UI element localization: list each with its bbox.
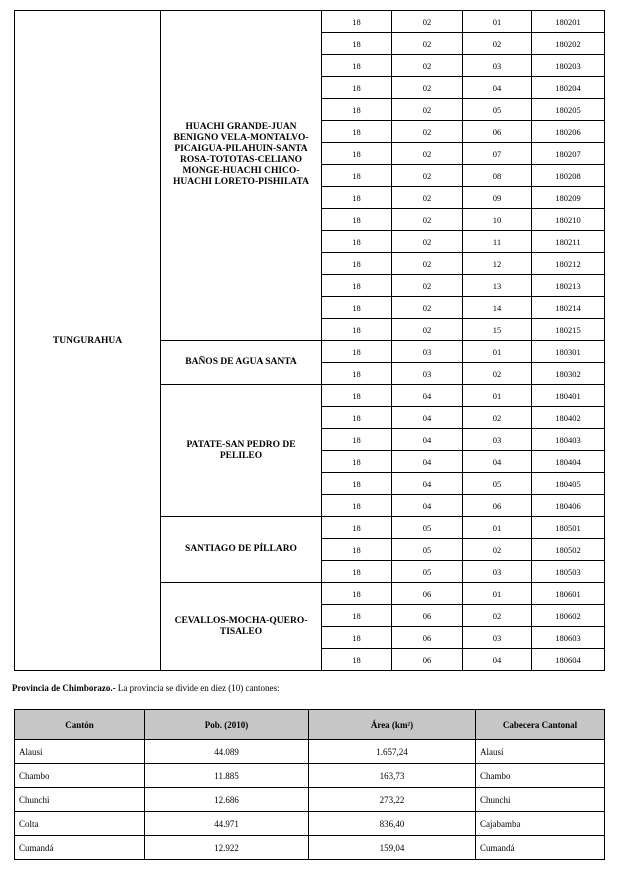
code-cell: 180604	[532, 649, 605, 671]
code-cell: 18	[322, 55, 392, 77]
code-cell: 18	[322, 517, 392, 539]
code-cell: 08	[463, 165, 532, 187]
code-cell: 18	[322, 121, 392, 143]
population-cell: 44.971	[145, 812, 309, 836]
code-cell: 04	[463, 649, 532, 671]
code-cell: 09	[463, 187, 532, 209]
code-cell: 18	[322, 473, 392, 495]
code-cell: 15	[463, 319, 532, 341]
code-cell: 06	[392, 627, 463, 649]
code-cell: 02	[392, 55, 463, 77]
code-cell: 180403	[532, 429, 605, 451]
code-cell: 18	[322, 583, 392, 605]
area-cell: 163,73	[309, 764, 476, 788]
code-cell: 180201	[532, 11, 605, 33]
population-cell: 12.922	[145, 836, 309, 860]
header-area: Área (km²)	[309, 710, 476, 740]
code-cell: 02	[392, 165, 463, 187]
population-cell: 11.885	[145, 764, 309, 788]
code-cell: 02	[392, 121, 463, 143]
code-cell: 18	[322, 143, 392, 165]
code-cell: 04	[392, 495, 463, 517]
intro-text: La provincia se divide en diez (10) cantones:	[115, 683, 280, 693]
code-cell: 13	[463, 275, 532, 297]
code-cell: 06	[463, 495, 532, 517]
canton-name-cell: Chunchi	[15, 788, 145, 812]
code-cell: 02	[392, 231, 463, 253]
table-row	[15, 740, 605, 764]
cabecera-cell: Cumandá	[476, 836, 605, 860]
code-cell: 180402	[532, 407, 605, 429]
canton-table-header-row	[15, 710, 605, 740]
population-cell: 12.686	[145, 788, 309, 812]
canton-table-head	[15, 710, 605, 740]
code-cell: 06	[392, 605, 463, 627]
province-cell: TUNGURAHUA	[15, 11, 161, 671]
code-cell: 02	[463, 605, 532, 627]
code-cell: 180203	[532, 55, 605, 77]
code-cell: 02	[463, 407, 532, 429]
population-cell: 44.089	[145, 740, 309, 764]
code-cell: 180602	[532, 605, 605, 627]
code-cell: 02	[463, 539, 532, 561]
code-cell: 12	[463, 253, 532, 275]
code-cell: 04	[463, 451, 532, 473]
code-cell: 03	[392, 341, 463, 363]
code-cell: 18	[322, 187, 392, 209]
code-cell: 180209	[532, 187, 605, 209]
code-cell: 06	[463, 121, 532, 143]
code-cell: 18	[322, 319, 392, 341]
code-cell: 04	[392, 451, 463, 473]
code-cell: 18	[322, 341, 392, 363]
code-cell: 04	[392, 385, 463, 407]
code-cell: 02	[392, 11, 463, 33]
code-cell: 02	[392, 275, 463, 297]
code-cell: 18	[322, 649, 392, 671]
code-cell: 180302	[532, 363, 605, 385]
canton-name-cell: Chambo	[15, 764, 145, 788]
code-cell: 02	[392, 99, 463, 121]
code-cell: 04	[463, 77, 532, 99]
cabecera-cell: Chambo	[476, 764, 605, 788]
code-cell: 180301	[532, 341, 605, 363]
code-cell: 07	[463, 143, 532, 165]
code-cell: 180202	[532, 33, 605, 55]
code-cell: 18	[322, 165, 392, 187]
area-cell: 836,40	[309, 812, 476, 836]
header-cabecera: Cabecera Cantonal	[476, 710, 605, 740]
canton-cell: CEVALLOS-MOCHA-QUERO-TISALEO	[161, 583, 322, 671]
area-cell: 273,22	[309, 788, 476, 812]
code-cell: 180501	[532, 517, 605, 539]
cabecera-cell: Cajabamba	[476, 812, 605, 836]
code-cell: 14	[463, 297, 532, 319]
code-cell: 02	[392, 143, 463, 165]
code-cell: 180405	[532, 473, 605, 495]
code-cell: 02	[463, 33, 532, 55]
code-cell: 03	[463, 561, 532, 583]
table-row	[15, 788, 605, 812]
code-cell: 01	[463, 583, 532, 605]
code-cell: 180401	[532, 385, 605, 407]
code-cell: 02	[392, 319, 463, 341]
code-cell: 18	[322, 297, 392, 319]
code-cell: 180208	[532, 165, 605, 187]
code-cell: 01	[463, 341, 532, 363]
table-row	[15, 764, 605, 788]
code-cell: 05	[463, 99, 532, 121]
code-cell: 180206	[532, 121, 605, 143]
canton-name-cell: Alausí	[15, 740, 145, 764]
code-cell: 02	[392, 33, 463, 55]
province-parish-codes-table	[14, 10, 605, 671]
code-cell: 18	[322, 99, 392, 121]
code-cell: 18	[322, 385, 392, 407]
canton-cell: HUACHI GRANDE-JUAN BENIGNO VELA-MONTALVO-PICAIGUA-PILAHUIN-SANTA ROSA-TOTOTAS-CELIANO MONGE-HUACHI CHICO-HUACHI LORETO-PISHILATA	[161, 11, 322, 341]
code-cell: 01	[463, 11, 532, 33]
code-cell: 180404	[532, 451, 605, 473]
code-cell: 18	[322, 605, 392, 627]
code-cell: 18	[322, 495, 392, 517]
canton-name-cell: Colta	[15, 812, 145, 836]
code-cell: 18	[322, 77, 392, 99]
code-cell: 18	[322, 11, 392, 33]
canton-cell: BAÑOS DE AGUA SANTA	[161, 341, 322, 385]
code-cell: 05	[392, 539, 463, 561]
code-cell: 18	[322, 363, 392, 385]
code-cell: 04	[392, 473, 463, 495]
code-cell: 180213	[532, 275, 605, 297]
canton-cell: SANTIAGO DE PÍLLARO	[161, 517, 322, 583]
code-cell: 180214	[532, 297, 605, 319]
code-cell: 18	[322, 451, 392, 473]
code-cell: 180212	[532, 253, 605, 275]
code-cell: 03	[463, 627, 532, 649]
code-cell: 02	[392, 187, 463, 209]
code-cell: 18	[322, 561, 392, 583]
code-cell: 180204	[532, 77, 605, 99]
code-cell: 18	[322, 209, 392, 231]
code-cell: 05	[463, 473, 532, 495]
code-cell: 18	[322, 407, 392, 429]
code-cell: 04	[392, 429, 463, 451]
code-cell: 18	[322, 627, 392, 649]
header-population: Pob. (2010)	[145, 710, 309, 740]
table-row	[15, 812, 605, 836]
code-cell: 180211	[532, 231, 605, 253]
area-cell: 159,04	[309, 836, 476, 860]
code-cell: 180207	[532, 143, 605, 165]
code-cell: 03	[463, 429, 532, 451]
code-cell: 02	[392, 253, 463, 275]
code-cell: 01	[463, 385, 532, 407]
code-cell: 10	[463, 209, 532, 231]
area-cell: 1.657,24	[309, 740, 476, 764]
table-row	[15, 11, 605, 33]
canton-name-cell: Cumandá	[15, 836, 145, 860]
code-cell: 06	[392, 649, 463, 671]
code-cell: 04	[392, 407, 463, 429]
cabecera-cell: Alausí	[476, 740, 605, 764]
cabecera-cell: Chunchi	[476, 788, 605, 812]
code-cell: 05	[392, 561, 463, 583]
chimborazo-intro-paragraph	[12, 683, 280, 693]
code-cell: 18	[322, 253, 392, 275]
code-cell: 180601	[532, 583, 605, 605]
canton-cell: PATATE-SAN PEDRO DE PELILEO	[161, 385, 322, 517]
code-cell: 180502	[532, 539, 605, 561]
code-cell: 11	[463, 231, 532, 253]
code-cell: 180205	[532, 99, 605, 121]
code-cell: 05	[392, 517, 463, 539]
code-cell: 180215	[532, 319, 605, 341]
code-cell: 180210	[532, 209, 605, 231]
code-cell: 18	[322, 429, 392, 451]
code-cell: 180603	[532, 627, 605, 649]
code-cell: 02	[463, 363, 532, 385]
code-cell: 02	[392, 77, 463, 99]
table-row	[15, 836, 605, 860]
code-cell: 02	[392, 209, 463, 231]
code-cell: 180406	[532, 495, 605, 517]
code-cell: 06	[392, 583, 463, 605]
code-cell: 18	[322, 33, 392, 55]
code-cell: 03	[463, 55, 532, 77]
code-cell: 18	[322, 275, 392, 297]
chimborazo-canton-table	[14, 709, 605, 860]
province-parish-codes-body	[15, 11, 605, 671]
code-cell: 01	[463, 517, 532, 539]
code-cell: 180503	[532, 561, 605, 583]
code-cell: 18	[322, 231, 392, 253]
header-canton: Cantón	[15, 710, 145, 740]
canton-table-body	[15, 740, 605, 860]
code-cell: 02	[392, 297, 463, 319]
code-cell: 18	[322, 539, 392, 561]
code-cell: 03	[392, 363, 463, 385]
intro-bold-label: Provincia de Chimborazo.-	[12, 683, 116, 693]
